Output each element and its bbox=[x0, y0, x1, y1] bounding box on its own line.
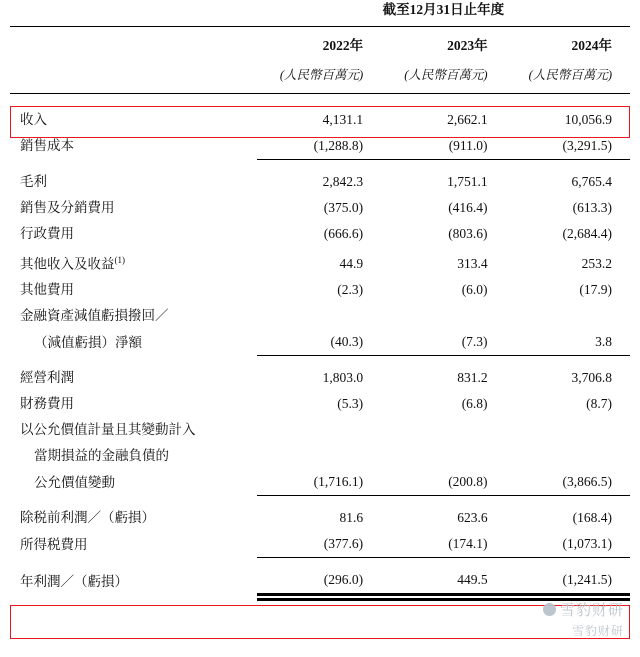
row-label-gross-profit: 毛利 bbox=[20, 173, 47, 189]
row-value: (1,716.1) bbox=[313, 474, 364, 489]
table-row bbox=[10, 531, 630, 558]
row-value: (803.6) bbox=[448, 225, 488, 241]
table-row bbox=[10, 329, 630, 356]
row-label-fvtpl-line2: 當期損益的金融負債的 bbox=[34, 448, 169, 463]
spacer bbox=[10, 94, 630, 107]
table-row bbox=[10, 247, 630, 278]
row-label-impairment-line2: （減值虧損）淨額 bbox=[34, 334, 142, 350]
row-value: 2,842.3 bbox=[322, 173, 364, 189]
table-row bbox=[10, 567, 630, 595]
header-year-2023: 2023年 bbox=[447, 37, 488, 53]
row-value: (911.0) bbox=[448, 137, 488, 153]
table-row bbox=[10, 221, 630, 247]
row-value: 831.2 bbox=[457, 370, 488, 385]
row-value: 3.8 bbox=[595, 334, 612, 349]
row-value: 4,131.1 bbox=[322, 111, 364, 127]
table-row bbox=[10, 505, 630, 531]
row-value: 2,662.1 bbox=[447, 111, 488, 127]
row-label-fvtpl-line1: 以公允價值計量且其變動計入 bbox=[20, 422, 196, 437]
table-row bbox=[10, 391, 630, 417]
highlight-box-annual-profit bbox=[10, 605, 630, 639]
row-value bbox=[257, 443, 381, 469]
row-value: (296.0) bbox=[323, 572, 364, 587]
table-header-units bbox=[10, 61, 630, 93]
table-row bbox=[10, 195, 630, 221]
row-label-impairment-line1: 金融資產減值虧損撥回／ bbox=[20, 308, 169, 323]
row-value: (3,291.5) bbox=[562, 137, 612, 153]
watermark-line-2: 雪豹财研 bbox=[571, 624, 624, 638]
table-row bbox=[10, 169, 630, 195]
row-value: 10,056.9 bbox=[564, 111, 612, 127]
table-header-years bbox=[10, 26, 630, 61]
watermark bbox=[543, 599, 624, 639]
total-double-rule bbox=[10, 595, 630, 600]
header-year-2022: 2022年 bbox=[322, 37, 364, 53]
row-value bbox=[381, 417, 505, 443]
table-row bbox=[10, 303, 630, 329]
table-row bbox=[10, 107, 630, 133]
row-label-income-tax: 所得税費用 bbox=[20, 536, 88, 552]
row-value: 3,706.8 bbox=[571, 370, 612, 385]
row-value bbox=[381, 303, 505, 329]
row-value: (375.0) bbox=[323, 199, 364, 215]
row-label-finance-costs: 財務費用 bbox=[20, 396, 74, 411]
row-value: (17.9) bbox=[579, 282, 612, 297]
row-label-other-income: 其他收入及收益$^{(1)}$ bbox=[20, 254, 125, 271]
spacer bbox=[10, 356, 630, 365]
table-row bbox=[10, 365, 630, 391]
row-value: (1,073.1) bbox=[562, 536, 612, 551]
row-value bbox=[506, 443, 630, 469]
row-value: (377.6) bbox=[323, 536, 364, 551]
row-label-fvtpl-line3: 公允價值變動 bbox=[34, 474, 115, 490]
row-label-operating-profit: 經營利潤 bbox=[20, 370, 74, 385]
header-unit-2023: (人民幣百萬元) bbox=[404, 67, 488, 82]
header-unit-2024: (人民幣百萬元) bbox=[528, 67, 612, 82]
row-label-revenue: 收入 bbox=[20, 111, 47, 127]
row-value: (40.3) bbox=[330, 334, 364, 349]
income-statement-table bbox=[10, 0, 630, 601]
row-label-profit-before-tax: 除税前利潤／（虧損） bbox=[20, 510, 155, 525]
row-value bbox=[257, 417, 381, 443]
row-value: (174.1) bbox=[448, 536, 488, 551]
row-value: 313.4 bbox=[457, 256, 488, 271]
row-value: 1,803.0 bbox=[322, 370, 364, 385]
row-value: 44.9 bbox=[339, 256, 364, 271]
table-row bbox=[10, 443, 630, 469]
row-value: (416.4) bbox=[448, 199, 488, 215]
spacer bbox=[10, 558, 630, 567]
row-value bbox=[506, 303, 630, 329]
watermark-line-1: 雪豹财研 bbox=[543, 599, 624, 620]
period-title: 截至12月31日止年度 bbox=[382, 2, 505, 17]
row-value: 6,765.4 bbox=[571, 173, 612, 189]
row-value bbox=[506, 417, 630, 443]
row-value bbox=[381, 443, 505, 469]
row-label-cost-of-sales: 銷售成本 bbox=[20, 138, 74, 153]
footnote-marker: (1) bbox=[114, 254, 125, 265]
row-value: (2,684.4) bbox=[562, 225, 612, 241]
row-value bbox=[257, 303, 381, 329]
row-label-selling-distribution: 銷售及分銷費用 bbox=[20, 199, 115, 215]
watermark-logo-icon bbox=[543, 603, 556, 616]
table-row bbox=[10, 277, 630, 303]
row-value: (1,241.5) bbox=[562, 572, 612, 587]
row-value: (3,866.5) bbox=[562, 474, 612, 489]
header-year-2024: 2024年 bbox=[571, 37, 612, 53]
table-row bbox=[10, 133, 630, 160]
row-value: (8.7) bbox=[586, 396, 612, 411]
row-value: (1,288.8) bbox=[313, 137, 364, 153]
row-value: (6.8) bbox=[461, 396, 488, 411]
row-value: 81.6 bbox=[339, 510, 364, 525]
header-unit-2022: (人民幣百萬元) bbox=[279, 67, 364, 82]
table-row bbox=[10, 417, 630, 443]
row-value: (200.8) bbox=[448, 474, 488, 489]
table-row bbox=[10, 469, 630, 496]
row-value: (5.3) bbox=[337, 396, 364, 411]
table-header-period bbox=[10, 0, 630, 25]
row-value: (666.6) bbox=[323, 225, 364, 241]
row-value: (2.3) bbox=[337, 282, 364, 297]
row-value: 253.2 bbox=[581, 256, 612, 271]
row-label-other-expenses: 其他費用 bbox=[20, 282, 74, 297]
row-value: (168.4) bbox=[572, 510, 612, 525]
spacer bbox=[10, 496, 630, 505]
spacer bbox=[10, 160, 630, 169]
row-label-admin-expenses: 行政費用 bbox=[20, 225, 74, 241]
row-value: 1,751.1 bbox=[447, 173, 488, 189]
row-value: (7.3) bbox=[461, 334, 488, 349]
row-value: (613.3) bbox=[572, 199, 612, 215]
row-label-profit-for-year: 年利潤／（虧損） bbox=[20, 573, 128, 589]
row-value: 623.6 bbox=[457, 510, 488, 525]
row-value: (6.0) bbox=[461, 282, 488, 297]
row-value: 449.5 bbox=[457, 572, 488, 587]
